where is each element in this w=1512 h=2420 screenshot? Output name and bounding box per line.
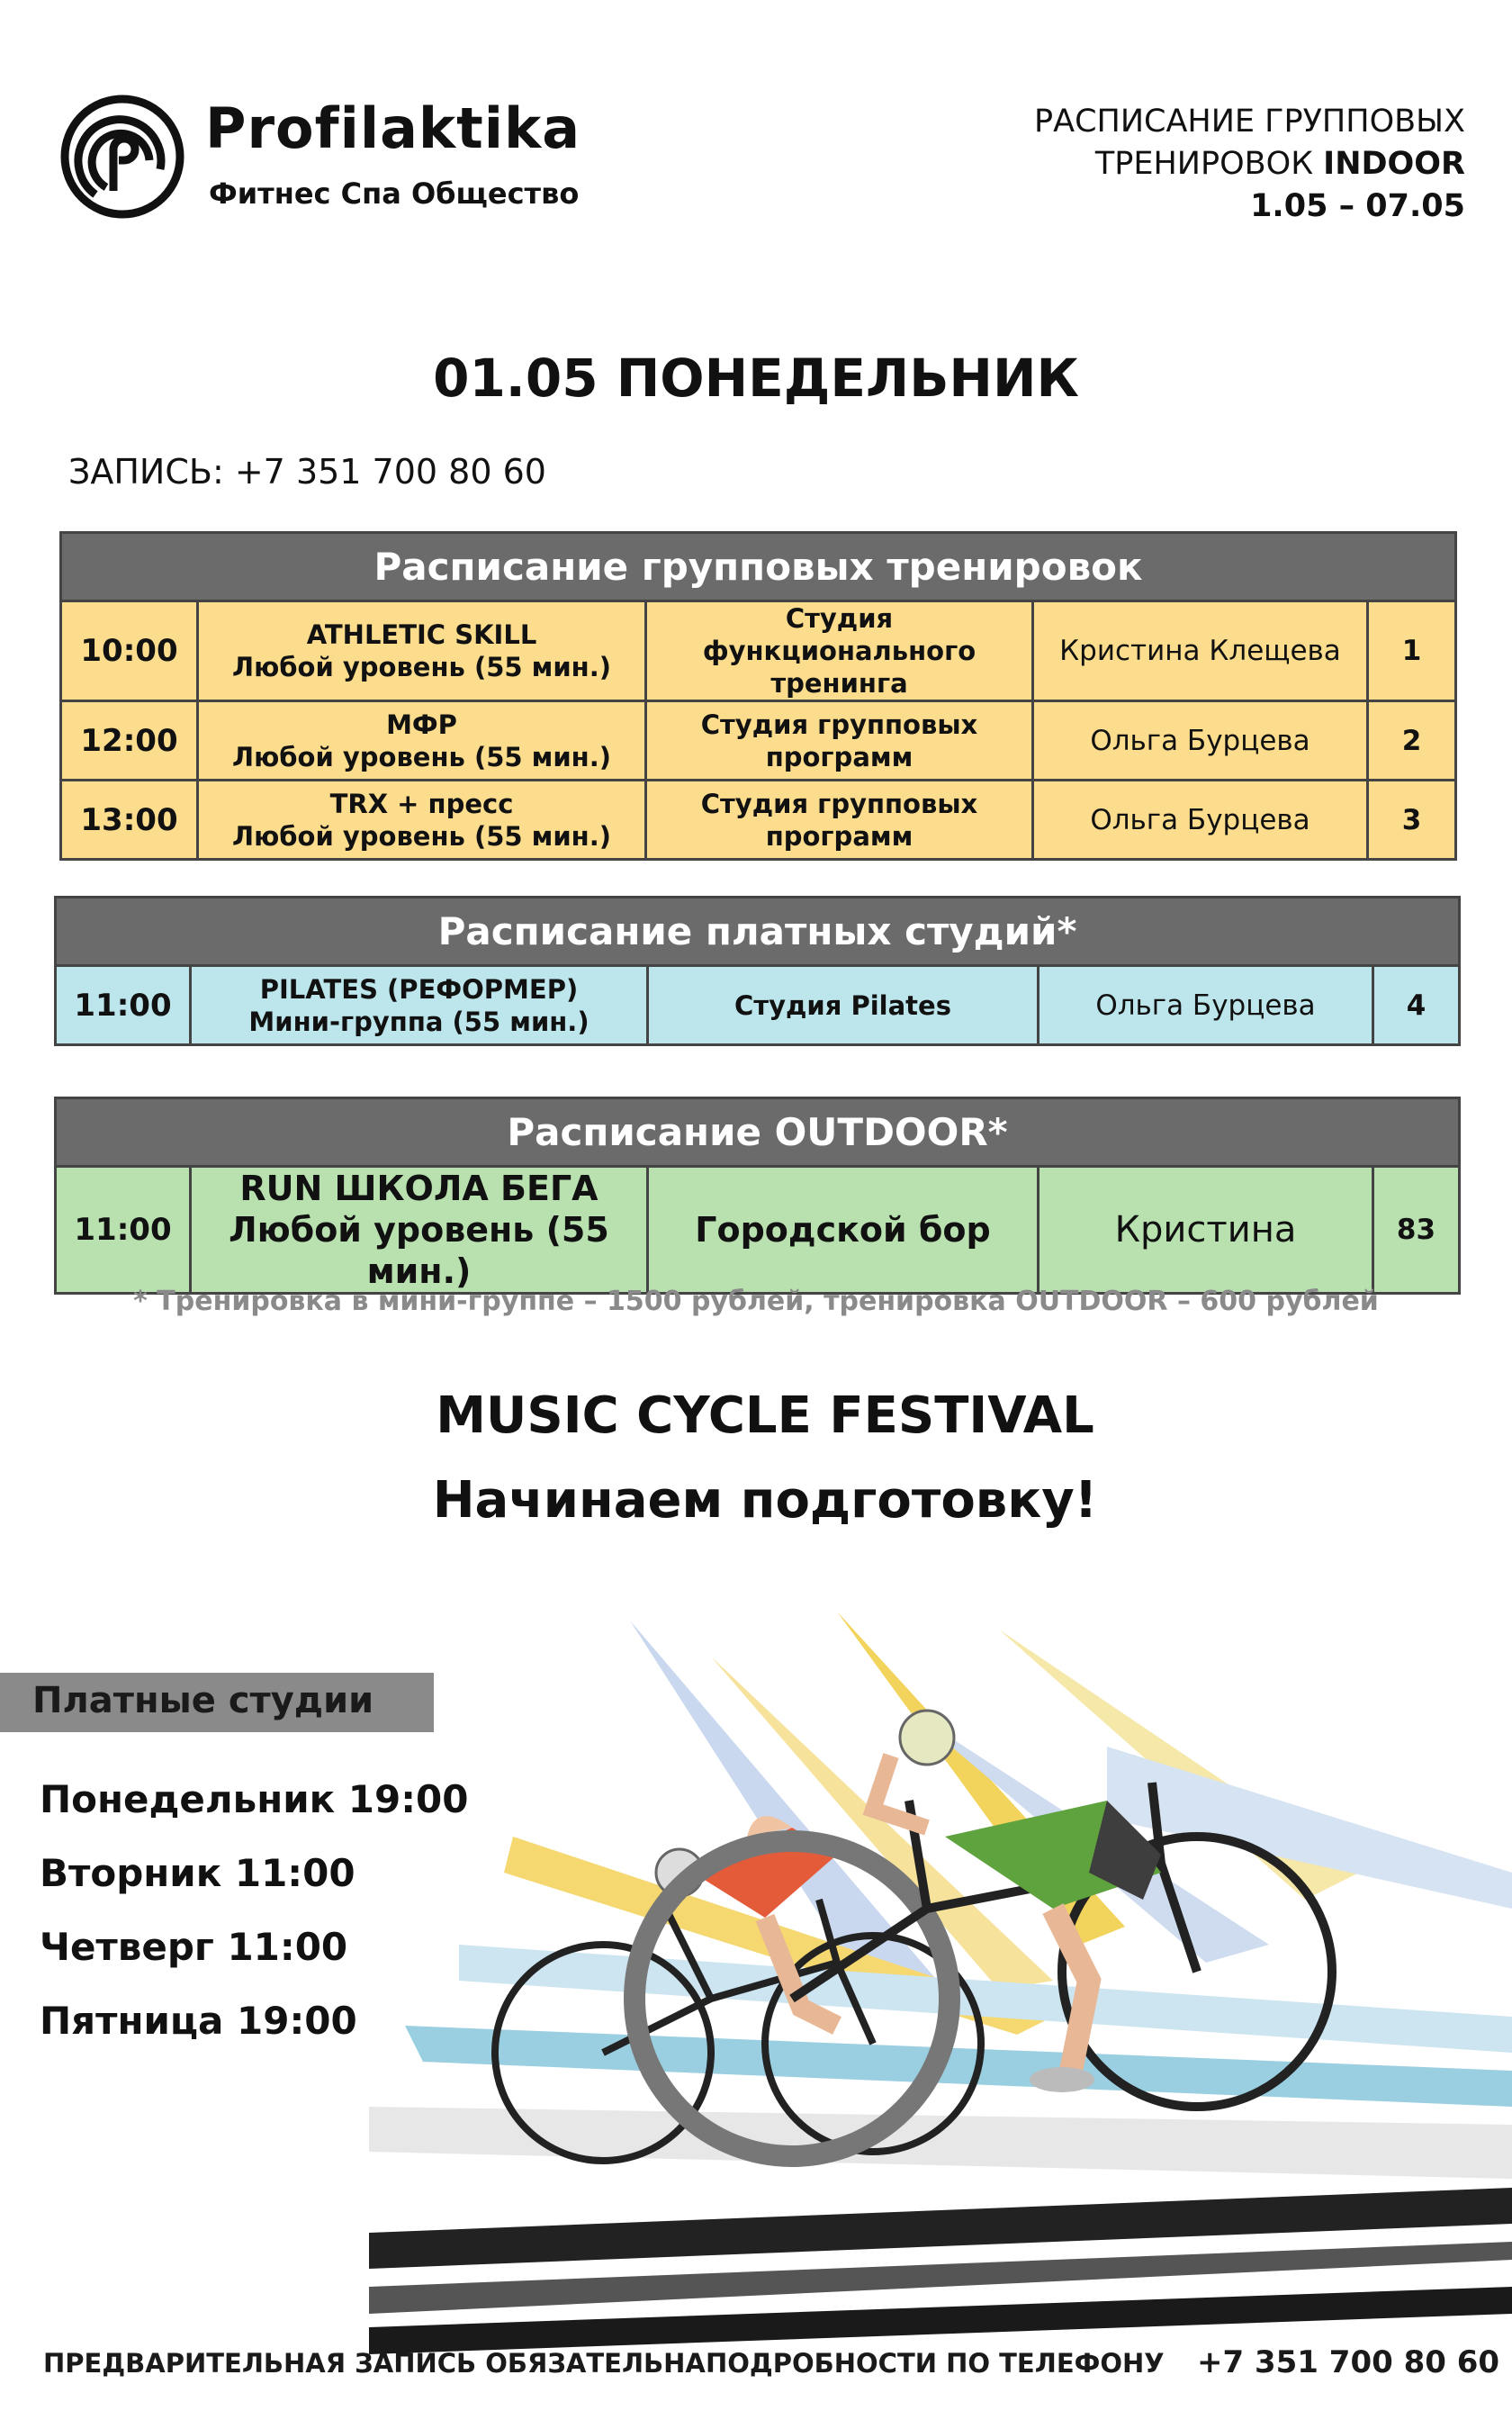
time-cell: 12:00 bbox=[61, 701, 198, 781]
paid-table-title: Расписание платных студий* bbox=[56, 898, 1460, 966]
number-cell: 2 bbox=[1368, 701, 1456, 781]
studio-line-1: Студия функционального bbox=[702, 603, 976, 666]
class-level: Любой уровень (55 мин.) bbox=[232, 741, 611, 772]
list-item: Понедельник 19:00 bbox=[40, 1777, 469, 1821]
number-cell: 1 bbox=[1368, 601, 1456, 701]
brand-subtitle: Фитнес Спа Общество bbox=[209, 176, 580, 211]
outdoor-schedule-table bbox=[54, 1097, 1461, 1295]
studio-cell: Городской бор bbox=[648, 1167, 1039, 1294]
heading-line-2-text: ТРЕНИРОВОК bbox=[1094, 146, 1324, 182]
class-name: PILATES (РЕФОРМЕР) bbox=[259, 973, 579, 1005]
footer-details: ПОДРОБНОСТИ ПО ТЕЛЕФОНУ bbox=[706, 2348, 1165, 2379]
class-name: МФР bbox=[386, 709, 457, 740]
class-name: RUN ШКОЛА БЕГА bbox=[239, 1169, 598, 1208]
class-cell bbox=[198, 781, 646, 860]
table-row bbox=[61, 601, 1456, 701]
studio-line-1: Студия групповых bbox=[700, 709, 978, 740]
heading-line-2 bbox=[781, 143, 1465, 185]
price-footnote: * Тренировка в мини-группе – 1500 рублей, тренировка OUTDOOR – 600 рублей bbox=[133, 1286, 1379, 1317]
instructor-cell: Кристина Клещева bbox=[1033, 601, 1368, 701]
day-title: 01.05 ПОНЕДЕЛЬНИК bbox=[433, 348, 1079, 409]
time-cell: 11:00 bbox=[56, 1167, 191, 1294]
class-cell bbox=[191, 966, 648, 1045]
class-cell bbox=[198, 601, 646, 701]
instructor-cell: Ольга Бурцева bbox=[1033, 781, 1368, 860]
logo bbox=[59, 94, 617, 220]
brand-name: Profilaktika bbox=[205, 95, 581, 161]
number-cell: 83 bbox=[1373, 1167, 1460, 1294]
number-cell: 4 bbox=[1373, 966, 1460, 1045]
heading-line-1: РАСПИСАНИЕ ГРУППОВЫХ bbox=[1034, 104, 1465, 140]
heading-indoor: INDOOR bbox=[1323, 146, 1465, 182]
class-level: Любой уровень (55 мин.) bbox=[232, 820, 611, 852]
festival-subtitle: Начинаем подготовку! bbox=[432, 1471, 1098, 1530]
festival-title: MUSIC CYCLE FESTIVAL bbox=[436, 1386, 1094, 1445]
studio-line-2: тренинга bbox=[770, 668, 908, 699]
class-cell bbox=[198, 701, 646, 781]
studio-cell bbox=[646, 781, 1033, 860]
table-row bbox=[61, 701, 1456, 781]
time-cell: 10:00 bbox=[61, 601, 198, 701]
schedule-heading bbox=[781, 101, 1465, 228]
class-level: Мини-группа (55 мин.) bbox=[248, 1006, 590, 1037]
class-level: Любой уровень (55 мин.) bbox=[232, 652, 611, 682]
time-cell: 13:00 bbox=[61, 781, 198, 860]
group-table-title: Расписание групповых тренировок bbox=[61, 533, 1456, 601]
fingerprint-logo-icon bbox=[59, 94, 185, 220]
class-level: Любой уровень (55 мин.) bbox=[229, 1210, 609, 1291]
studio-cell bbox=[646, 701, 1033, 781]
time-cell: 11:00 bbox=[56, 966, 191, 1045]
studio-line-2: программ bbox=[765, 820, 914, 852]
list-item: Пятница 19:00 bbox=[40, 1999, 357, 2043]
group-schedule-table bbox=[59, 531, 1457, 861]
heading-dates: 1.05 – 07.05 bbox=[1250, 188, 1465, 224]
table-row bbox=[61, 781, 1456, 860]
number-cell: 3 bbox=[1368, 781, 1456, 860]
studio-cell bbox=[646, 601, 1033, 701]
list-item: Вторник 11:00 bbox=[40, 1851, 356, 1895]
instructor-cell: Ольга Бурцева bbox=[1033, 701, 1368, 781]
studio-line-1: Студия групповых bbox=[700, 788, 978, 819]
paid-schedule-table bbox=[54, 896, 1461, 1046]
outdoor-table-title: Расписание OUTDOOR* bbox=[56, 1098, 1460, 1167]
paid-studios-label: Платные студии bbox=[32, 1680, 374, 1721]
studio-line-2: программ bbox=[765, 741, 914, 772]
class-name: ATHLETIC SKILL bbox=[306, 619, 537, 650]
class-name: TRX + пресс bbox=[329, 788, 514, 819]
list-item: Четверг 11:00 bbox=[40, 1925, 348, 1969]
studio-cell: Студия Pilates bbox=[648, 966, 1039, 1045]
cyclists-illustration bbox=[369, 1603, 1512, 2368]
footer-phone: +7 351 700 80 60 bbox=[1197, 2344, 1500, 2380]
class-cell bbox=[191, 1167, 648, 1294]
booking-phone: ЗАПИСЬ: +7 351 700 80 60 bbox=[68, 452, 546, 492]
table-row bbox=[56, 1167, 1460, 1294]
instructor-cell: Кристина bbox=[1039, 1167, 1373, 1294]
table-row bbox=[56, 966, 1460, 1045]
footer-booking-required: ПРЕДВАРИТЕЛЬНАЯ ЗАПИСЬ ОБЯЗАТЕЛЬНА bbox=[43, 2348, 706, 2379]
instructor-cell: Ольга Бурцева bbox=[1039, 966, 1373, 1045]
